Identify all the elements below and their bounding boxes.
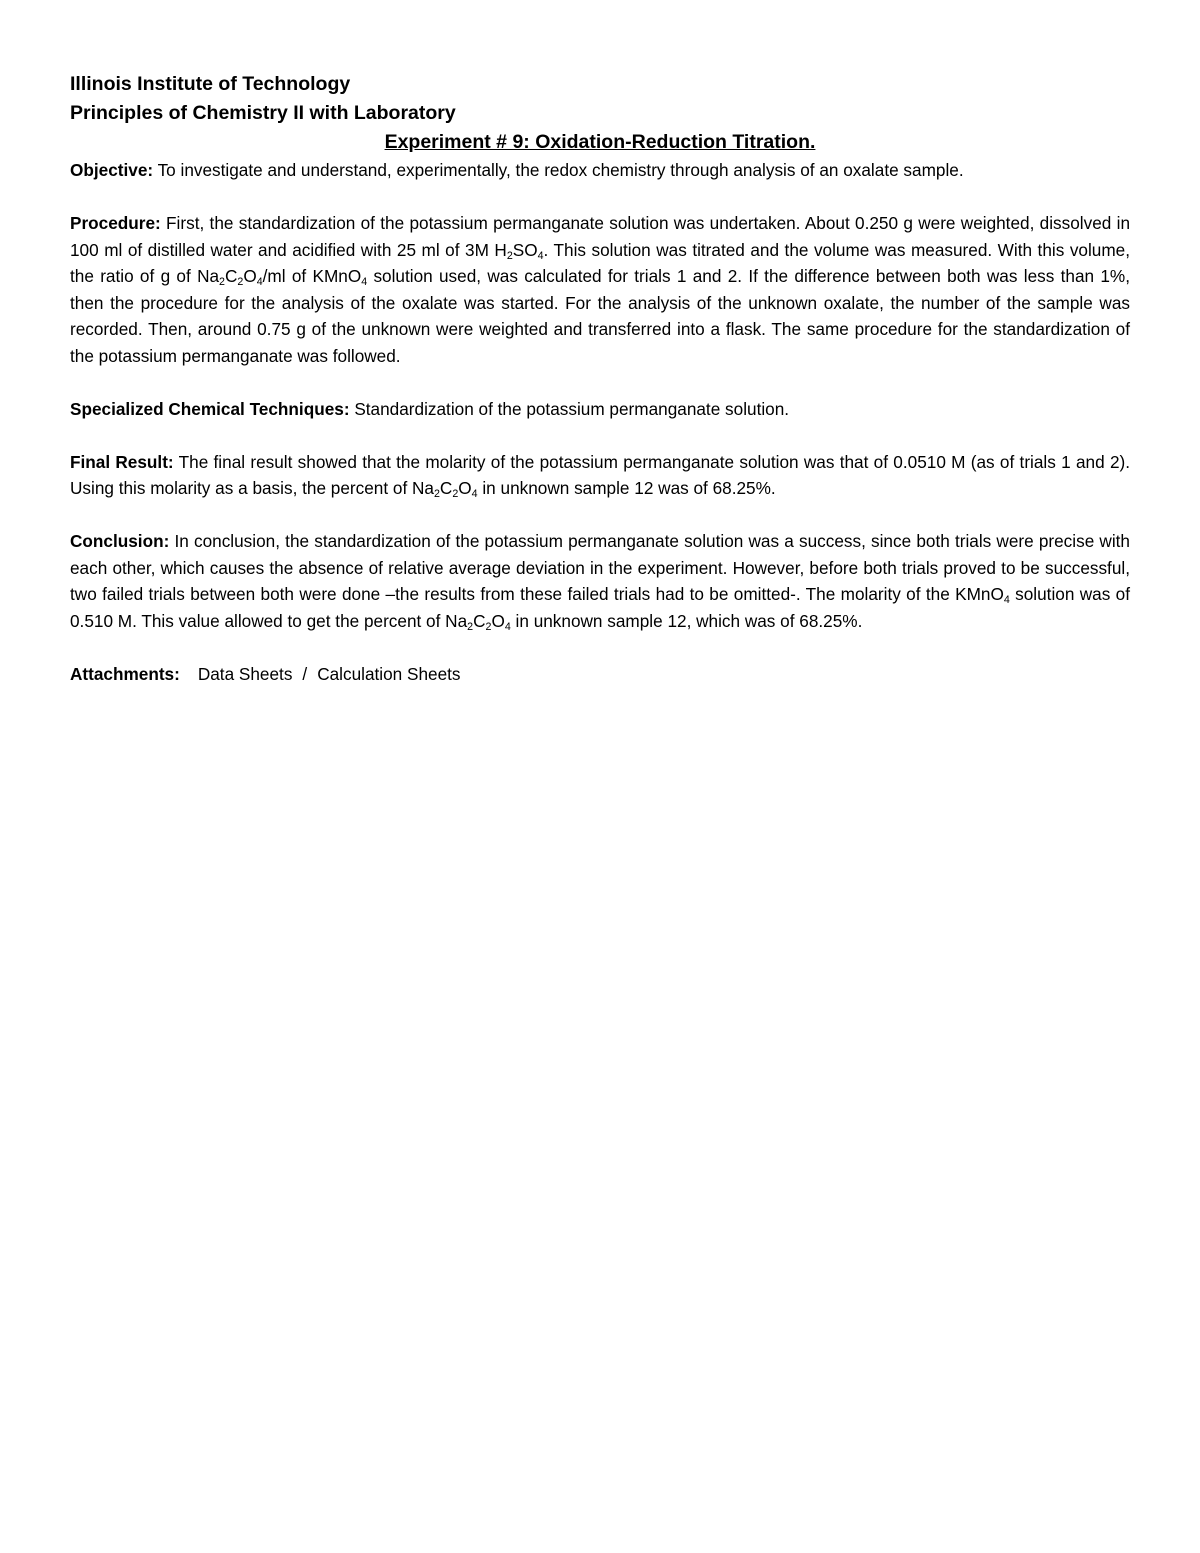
conclusion-text: C	[473, 610, 486, 631]
conclusion-paragraph	[70, 528, 1130, 634]
subscript: 2	[237, 276, 244, 289]
attachments-line	[70, 661, 1130, 688]
procedure-text: . This solution was titrated and the volume was measured. With this volume, the ratio of g of Na	[70, 239, 1130, 286]
techniques-label: Specialized Chemical Techniques:	[70, 398, 350, 419]
attachment-separator: /	[302, 663, 308, 684]
conclusion-text: O	[491, 610, 505, 631]
subscript: 4	[1003, 594, 1010, 607]
subscript: 2	[452, 488, 459, 501]
spacer	[70, 502, 1130, 529]
spacer	[70, 369, 1130, 396]
subscript: 4	[361, 276, 368, 289]
subscript: 4	[504, 620, 511, 633]
experiment-title: Experiment # 9: Oxidation-Reduction Titration.	[384, 131, 816, 153]
subscript: 4	[256, 276, 263, 289]
course-name: Principles of Chemistry II with Laboratory	[70, 102, 456, 124]
objective-text: To investigate and understand, experimentally, the redox chemistry through analysis of an oxalate sample.	[153, 160, 964, 180]
final-result-paragraph	[70, 449, 1130, 502]
subscript: 4	[537, 249, 544, 262]
final-result-text: in unknown sample 12 was of 68.25%.	[477, 478, 776, 498]
conclusion-text: In conclusion, the standardization of the potassium permanganate solution was a success, since both trials were precise with each other, which causes the absence of relative average deviation in the experiment. However, before both trials proved to be successful, two failed trials between both were done –the results from these failed trials had to be omitted-. The molarity of the KMnO	[70, 531, 1130, 604]
procedure-label: Procedure:	[70, 213, 161, 233]
conclusion-text: solution was of 0.510 M. This value allowed to get the percent of Na	[70, 584, 1130, 631]
final-result-text: O	[458, 478, 472, 498]
spacer	[70, 634, 1130, 661]
objective-label: Objective:	[70, 160, 154, 180]
techniques-paragraph	[70, 396, 1130, 423]
conclusion-text: in unknown sample 12, which was of 68.25%.	[510, 610, 863, 631]
subscript: 2	[485, 620, 492, 633]
subscript: 2	[219, 276, 225, 289]
attachments-label: Attachments:	[70, 663, 180, 684]
procedure-paragraph	[70, 210, 1130, 369]
conclusion-label: Conclusion:	[70, 531, 170, 551]
institution-name: Illinois Institute of Technology	[70, 73, 351, 95]
procedure-text: O	[243, 266, 257, 286]
procedure-text: C	[224, 266, 238, 286]
subscript: 4	[471, 488, 478, 501]
procedure-text: SO	[512, 239, 538, 260]
attachment-data-sheets: Data Sheets	[197, 663, 293, 684]
techniques-text: Standardization of the potassium permanganate solution.	[349, 398, 790, 419]
spacer	[70, 422, 1130, 449]
final-result-label: Final Result:	[70, 451, 174, 472]
final-result-text: The final result showed that the molarity of the potassium permanganate solution was that of 0.0510 M (as of trials 1 and 2). Using this molarity as a basis, the percent of Na	[70, 451, 1130, 498]
document-page	[70, 70, 1130, 687]
procedure-text: /ml of KMnO	[262, 266, 362, 286]
subscript: 2	[506, 249, 513, 262]
spacer	[70, 184, 1130, 211]
subscript: 2	[433, 488, 440, 501]
procedure-text: First, the standardization of the potassium permanganate solution was undertaken. About 0.250 g were weighted, dissolved in 100 ml of distilled water and acidified with 25 ml of 3M H	[70, 213, 1130, 260]
final-result-text: C	[439, 478, 453, 498]
subscript: 2	[467, 620, 474, 633]
attachment-calculation-sheets: Calculation Sheets	[317, 663, 461, 684]
objective-paragraph	[70, 157, 1130, 184]
procedure-text: solution used, was calculated for trials 1 and 2. If the difference between both was less than 1%, then the procedure for the analysis of the oxalate was started. For the analysis of the unknown oxalate, the number of the sample was recorded. Then, around 0.75 g of the unknown were weighted and transferred into a flask. The same procedure for the standardization of the potassium permanganate was followed.	[70, 266, 1130, 366]
